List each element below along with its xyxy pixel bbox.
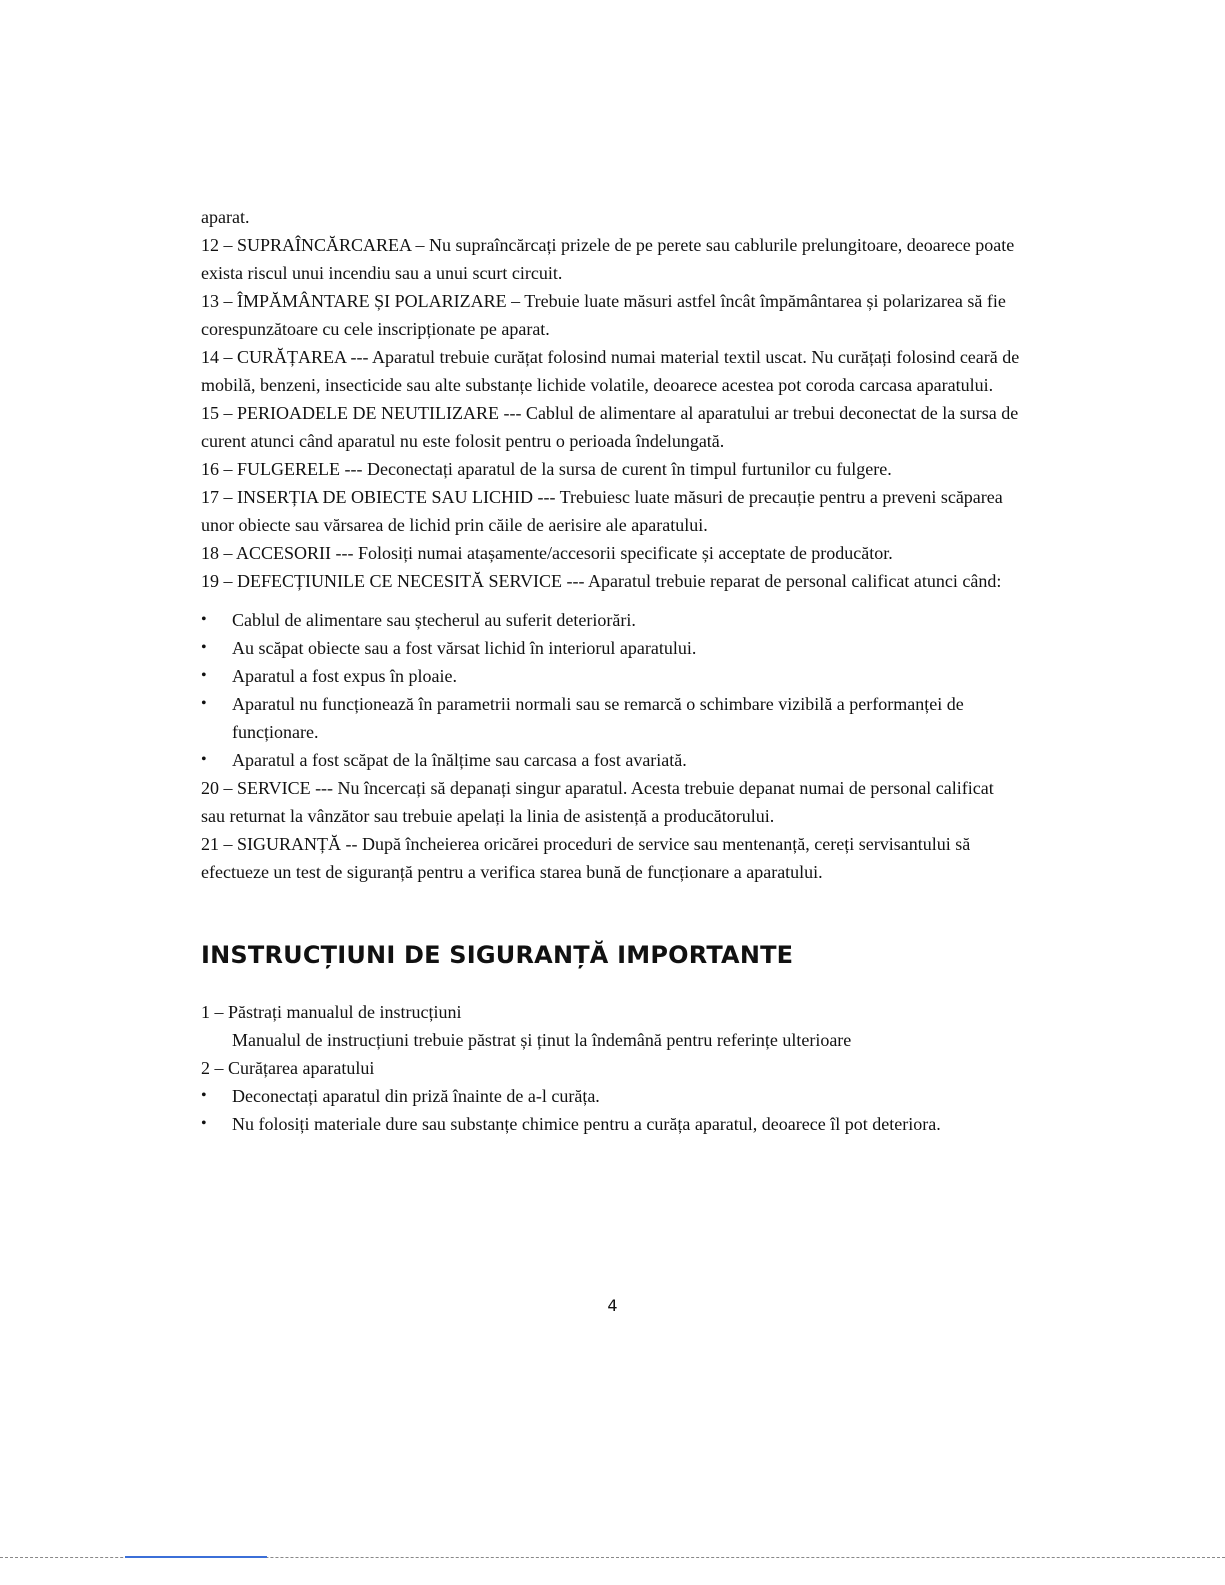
paragraph-item-15: 15 – PERIOADELE DE NEUTILIZARE --- Cablul de alimentare al aparatului ar trebui deconectat de la sursa de curent atunci când aparatul nu este folosit pentru o perioada îndelungată. [201, 403, 1019, 451]
page-break-marker [125, 1556, 267, 1558]
list-item: • Deconectați aparatul din priză înainte de a-l curăța. [201, 1082, 1021, 1110]
document-page [201, 203, 1021, 1138]
list-item: • Cablul de alimentare sau ștecherul au suferit deteriorări. [201, 606, 1021, 634]
list-item: • Aparatul nu funcționează în parametrii normali sau se remarcă o schimbare vizibilă a performanței de funcționare. [201, 690, 1021, 746]
paragraph-item-17: 17 – INSERȚIA DE OBIECTE SAU LICHID --- Trebuiesc luate măsuri de precauție pentru a preveni scăparea unor obiecte sau vărsarea de lichid prin căile de aerisire ale aparatului. [201, 487, 1003, 535]
instruction-item-1-title: 1 – Păstrați manualul de instrucțiuni [201, 1002, 462, 1022]
list-item: • Aparatul a fost scăpat de la înălțime sau carcasa a fost avariată. [201, 746, 1021, 774]
paragraph-item-18: 18 – ACCESORII --- Folosiți numai atașamente/accesorii specificate și acceptate de producător. [201, 543, 893, 563]
list-item: • Nu folosiți materiale dure sau substanțe chimice pentru a curăța aparatul, deoarece îl pot deteriora. [201, 1110, 1021, 1138]
paragraph-item-20: 20 – SERVICE --- Nu încercați să depanați singur aparatul. Acesta trebuie depanat numai de personal calificat sau returnat la vânzător sau trebuie apelați la linia de asistență a producătorului. [201, 778, 994, 826]
paragraph-item-13: 13 – ÎMPĂMÂNTARE ȘI POLARIZARE – Trebuie luate măsuri astfel încât împământarea și polarizarea să fie corespunzătoare cu cele inscripționate pe aparat. [201, 291, 1006, 339]
service-conditions-list [201, 606, 1021, 774]
instruction-item-1-text: Manualul de instrucțiuni trebuie păstrat și ținut la îndemână pentru referințe ulterioare [232, 1030, 852, 1050]
paragraph-item-16: 16 – FULGERELE --- Deconectați aparatul de la sursa de curent în timpul furtunilor cu fulgere. [201, 459, 892, 479]
paragraph-continuation: aparat. [201, 207, 250, 227]
list-item: • Aparatul a fost expus în ploaie. [201, 662, 1021, 690]
section-heading: INSTRUCȚIUNI DE SIGURANȚĂ IMPORTANTE [201, 941, 794, 969]
paragraph-item-12: 12 – SUPRAÎNCĂRCAREA – Nu supraîncărcați prizele de pe perete sau cablurile prelungitoare, deoarece poate exista riscul unui incendiu sau a unui scurt circuit. [201, 235, 1015, 283]
paragraph-item-14: 14 – CURĂȚAREA --- Aparatul trebuie curățat folosind numai material textil uscat. Nu curățați folosind ceară de mobilă, benzeni, insecticide sau alte substanțe lichide volatile, deoarece acestea pot coroda carcasa aparatului. [201, 347, 1020, 395]
paragraph-item-19: 19 – DEFECȚIUNILE CE NECESITĂ SERVICE --- Aparatul trebuie reparat de personal calificat atunci când: [201, 571, 1002, 591]
instruction-item-2-title: 2 – Curățarea aparatului [201, 1058, 375, 1078]
cleaning-list [201, 1082, 1021, 1138]
page-number: 4 [607, 1296, 618, 1315]
list-item: • Au scăpat obiecte sau a fost vărsat lichid în interiorul aparatului. [201, 634, 1021, 662]
paragraph-item-21: 21 – SIGURANȚĂ -- După încheierea oricărei proceduri de service sau mentenanță, cereți servisantului să efectueze un test de siguranță pentru a verifica starea bună de funcționare a aparatului. [201, 834, 971, 882]
